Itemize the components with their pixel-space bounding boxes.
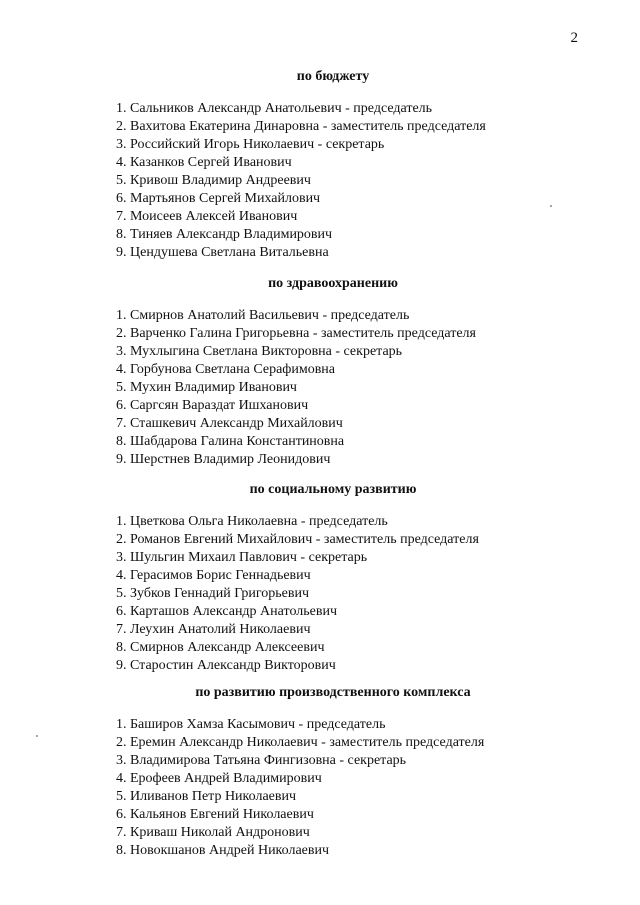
list-item: 2. Романов Евгений Михайлович - заместитель председателя xyxy=(116,532,479,547)
list-item: 4. Герасимов Борис Геннадьевич xyxy=(116,568,311,583)
list-item: 3. Российский Игорь Николаевич - секретарь xyxy=(116,137,385,152)
list-item: 8. Смирнов Александр Алексеевич xyxy=(116,640,325,655)
list-item: 5. Мухин Владимир Иванович xyxy=(116,380,297,395)
scan-speck xyxy=(36,735,38,737)
committee-title: по развитию производственного комплекса xyxy=(195,685,471,700)
list-item: 1. Баширов Хамза Касымович - председатель xyxy=(116,717,386,732)
list-item: 5. Иливанов Петр Николаевич xyxy=(116,789,297,804)
list-item: 2. Вахитова Екатерина Динаровна - заместитель председателя xyxy=(116,119,486,134)
committee-title: по бюджету xyxy=(296,69,370,84)
list-item: 6. Кальянов Евгений Николаевич xyxy=(116,807,314,822)
committee-title: по социальному развитию xyxy=(249,482,417,497)
page-number: 2 xyxy=(570,30,578,46)
list-item: 4. Казанков Сергей Иванович xyxy=(116,155,292,170)
list-item: 4. Горбунова Светлана Серафимовна xyxy=(116,362,336,377)
committee-industrial-development xyxy=(0,684,640,860)
list-item: 6. Карташов Александр Анатольевич xyxy=(116,604,337,619)
committee-healthcare xyxy=(0,275,640,469)
list-item: 3. Мухлыгина Светлана Викторовна - секретарь xyxy=(116,344,403,359)
list-item: 1. Смирнов Анатолий Васильевич - председатель xyxy=(116,308,410,323)
member-list xyxy=(0,716,640,860)
member-list xyxy=(0,513,640,675)
list-item: 1. Сальников Александр Анатольевич - председатель xyxy=(116,101,433,116)
list-item: 8. Новокшанов Андрей Николаевич xyxy=(116,843,330,858)
list-item: 9. Цендушева Светлана Витальевна xyxy=(116,245,329,260)
list-item: 4. Ерофеев Андрей Владимирович xyxy=(116,771,322,786)
list-item: 8. Шабдарова Галина Константиновна xyxy=(116,434,345,449)
committee-title: по здравоохранению xyxy=(268,276,398,291)
list-item: 5. Зубков Геннадий Григорьевич xyxy=(116,586,310,601)
list-item: 8. Тиняев Александр Владимирович xyxy=(116,227,333,242)
list-item: 7. Сташкевич Александр Михайлович xyxy=(116,416,343,431)
list-item: 1. Цветкова Ольга Николаевна - председатель xyxy=(116,514,388,529)
member-list xyxy=(0,100,640,262)
list-item: 6. Мартьянов Сергей Михайлович xyxy=(116,191,321,206)
member-list xyxy=(0,307,640,469)
list-item: 3. Владимирова Татьяна Фингизовна - секретарь xyxy=(116,753,407,768)
list-item: 2. Варченко Галина Григорьевна - заместитель председателя xyxy=(116,326,476,341)
list-item: 9. Старостин Александр Викторович xyxy=(116,658,336,673)
list-item: 9. Шерстнев Владимир Леонидович xyxy=(116,452,331,467)
list-item: 6. Саргсян Вараздат Ишханович xyxy=(116,398,309,413)
list-item: 3. Шульгин Михаил Павлович - секретарь xyxy=(116,550,368,565)
scan-speck xyxy=(550,205,552,207)
list-item: 5. Кривош Владимир Андреевич xyxy=(116,173,311,188)
committee-social-development xyxy=(0,481,640,675)
list-item: 7. Криваш Николай Андронович xyxy=(116,825,310,840)
list-item: 2. Еремин Александр Николаевич - заместитель председателя xyxy=(116,735,485,750)
list-item: 7. Леухин Анатолий Николаевич xyxy=(116,622,311,637)
committee-budget xyxy=(0,68,640,262)
list-item: 7. Моисеев Алексей Иванович xyxy=(116,209,298,224)
